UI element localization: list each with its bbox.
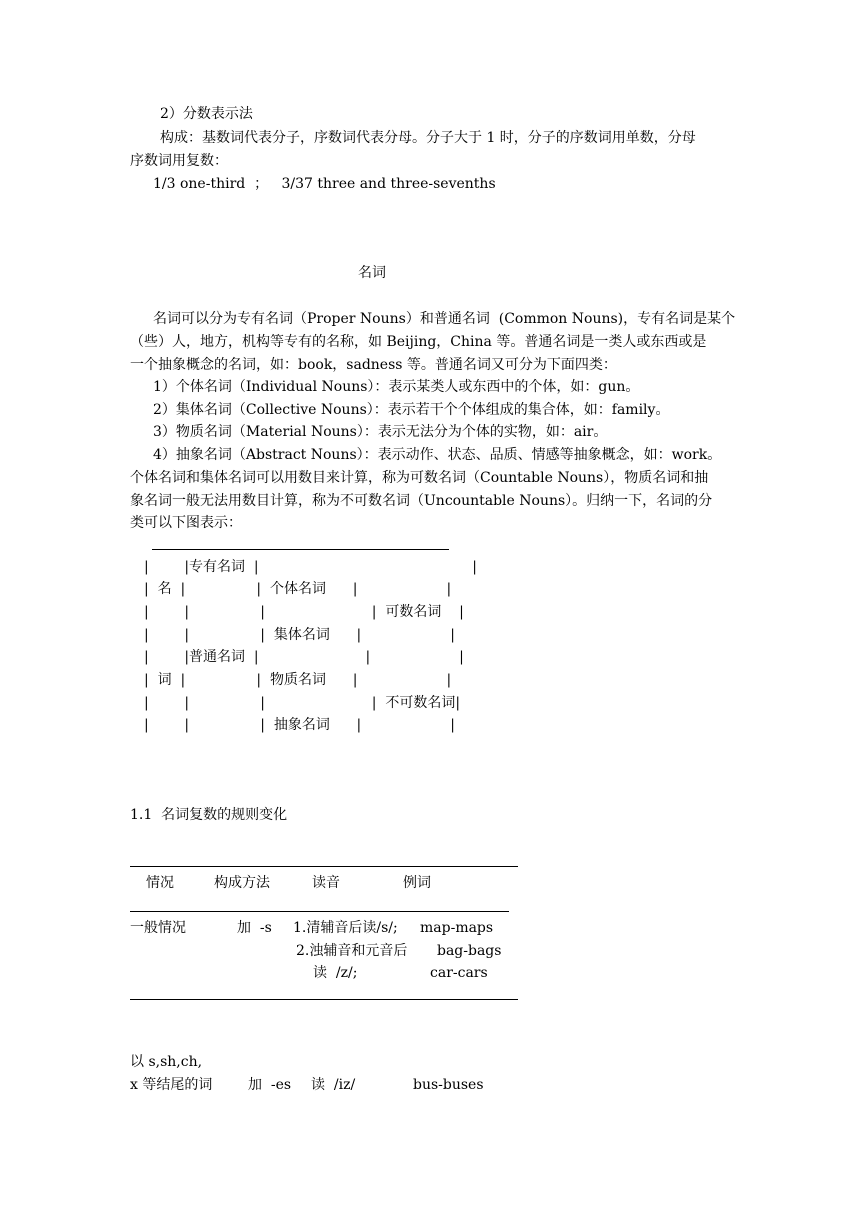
- table-header-rule: [130, 911, 509, 912]
- row2-sound: 读 /iz/: [311, 1077, 356, 1093]
- noun-paragraph-line: 个体名词和集体名词可以用数目来计算，称为可数名词（Countable Nouns），物质名词和抽: [130, 470, 709, 486]
- fraction-heading: 2）分数表示法: [160, 106, 253, 122]
- diagram-row: | 名 | | 个体名词 | |: [144, 581, 452, 597]
- table-header-example: 例词: [403, 875, 431, 891]
- noun-paragraph-line: 名词可以分为专有名词（Proper Nouns）和普通名词 (Common Nouns)，专有名词是某个: [153, 311, 736, 327]
- noun-class-item: 3）物质名词（Material Nouns）：表示无法分为个体的实物，如：air。: [153, 424, 608, 440]
- row1-sound-line: 1.清辅音后读/s/;: [293, 920, 398, 936]
- diagram-row: | | | 集体名词 | |: [144, 627, 455, 643]
- row1-example-line: map-maps: [420, 920, 494, 936]
- row1-sound-line: 读 /z/;: [313, 965, 358, 981]
- plural-section-title: 1.1 名词复数的规则变化: [130, 807, 288, 823]
- diagram-row: | | | 抽象名词 | |: [144, 717, 455, 733]
- row1-example-line: car-cars: [430, 965, 488, 981]
- diagram-row: | 词 | | 物质名词 | |: [144, 672, 452, 688]
- diagram-row: | |专有名词 | |: [144, 559, 477, 575]
- row1-case: 一般情况: [130, 920, 186, 936]
- noun-class-item: 4）抽象名词（Abstract Nouns）：表示动作、状态、品质、情感等抽象概念，如：work。: [153, 447, 722, 463]
- row1-sound-line: 2.浊辅音和元音后: [296, 943, 408, 959]
- fraction-paragraph-line-1: 构成：基数词代表分子，序数词代表分母。分子大于 1 时，分子的序数词用单数，分母: [160, 130, 696, 146]
- noun-paragraph-line: （些）人，地方，机构等专有的名称，如 Beijing，China 等。普通名词是一类人或东西或是: [130, 334, 707, 350]
- diagram-top-rule: [152, 549, 449, 550]
- noun-class-item: 2）集体名词（Collective Nouns）：表示若干个个体组成的集合体，如：family。: [153, 402, 670, 418]
- row2-example: bus-buses: [413, 1077, 484, 1093]
- row2-case-line: 以 s,sh,ch,: [130, 1054, 203, 1070]
- table-header-method: 构成方法: [214, 875, 270, 891]
- noun-title: 名词: [358, 265, 386, 281]
- diagram-row: | |普通名词 | | |: [144, 649, 464, 665]
- table-header-sound: 读音: [312, 875, 340, 891]
- fraction-paragraph-line-2: 序数词用复数：: [130, 153, 228, 169]
- diagram-row: | | | | 不可数名词|: [144, 695, 461, 711]
- noun-paragraph-line: 一个抽象概念的名词，如：book，sadness 等。普通名词又可分为下面四类：: [130, 357, 617, 373]
- fraction-example: 1/3 one-third ； 3/37 three and three-sevenths: [153, 176, 496, 192]
- row1-method: 加 -s: [237, 920, 272, 936]
- row2-case-line: x 等结尾的词: [130, 1077, 213, 1093]
- row2-method: 加 -es: [248, 1077, 292, 1093]
- table-top-rule: [130, 866, 518, 867]
- table-header-case: 情况: [146, 875, 174, 891]
- diagram-row: | | | | 可数名词 |: [144, 604, 464, 620]
- noun-paragraph-line: 象名词一般无法用数目计算，称为不可数名词（Uncountable Nouns）。归纳一下，名词的分: [130, 493, 713, 509]
- row1-example-line: bag-bags: [437, 943, 502, 959]
- noun-paragraph-line: 类可以下图表示：: [130, 515, 242, 531]
- table-row-rule: [130, 999, 518, 1000]
- noun-class-item: 1）个体名词（Individual Nouns）：表示某类人或东西中的个体，如：gun。: [153, 379, 640, 395]
